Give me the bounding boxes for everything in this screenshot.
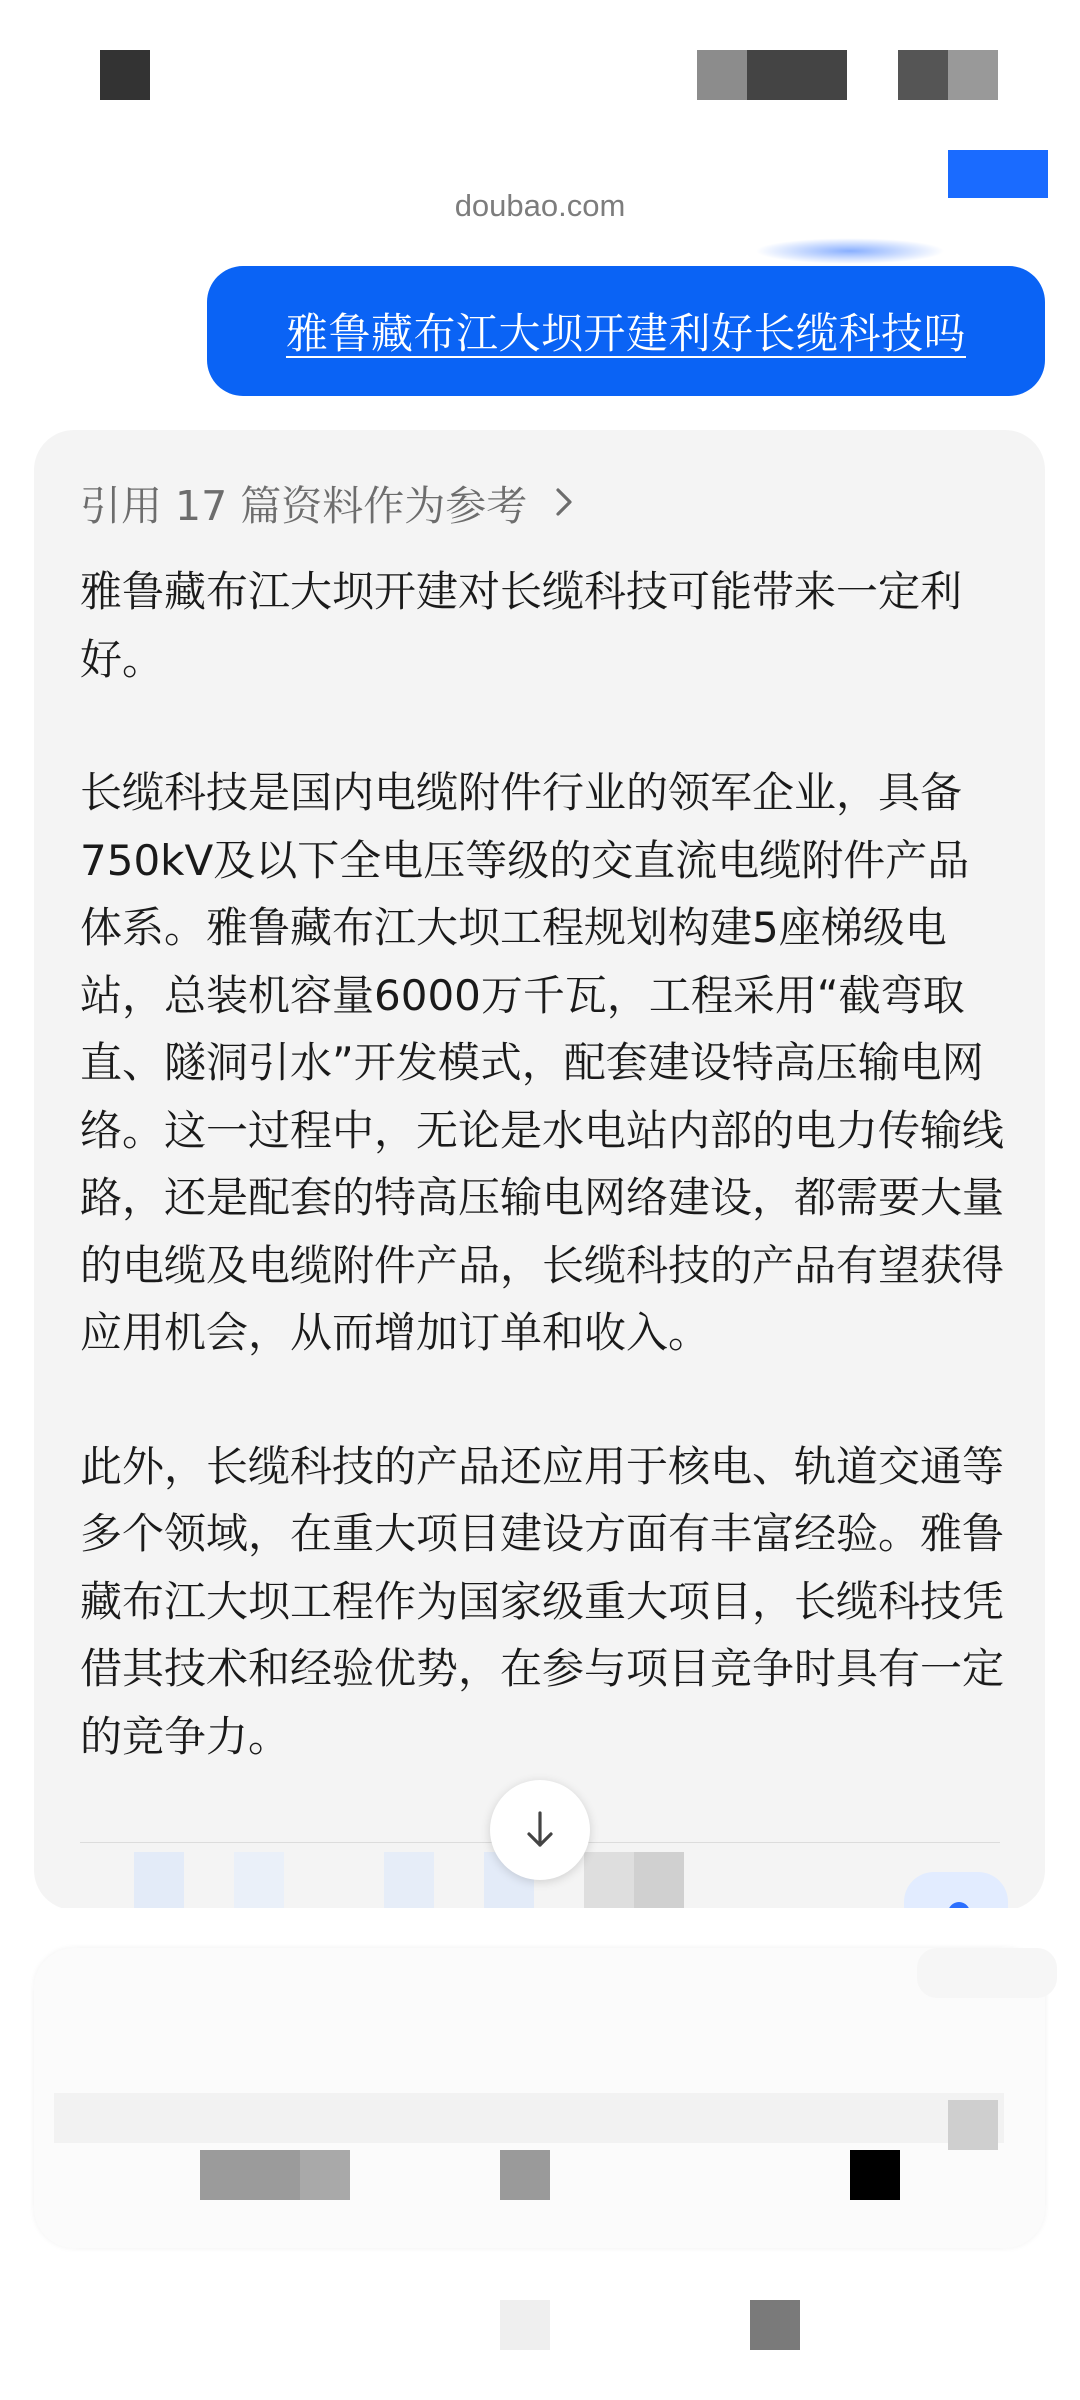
answer-paragraph: 长缆科技是国内电缆附件行业的领军企业，具备750kV及以下全电压等级的交直流电缆附件产品体系。雅鲁藏布江大坝工程规划构建5座梯级电站，总装机容量6000万千瓦，工程采用“截弯取直、隧洞引水”开发模式，配套建设特高压输电网络。这一过程中，无论是水电站内部的电力传输线路，还是配套的特高压输电网络建设，都需要大量的电缆及电缆附件产品，长缆科技的产品有望获得应用机会，从而增加订单和收入。	[80, 768, 1005, 1357]
answer-paragraph: 此外，长缆科技的产品还应用于核电、轨道交通等多个领域，在重大项目建设方面有丰富经验。雅鲁藏布江大坝工程作为国家级重大项目，长缆科技凭借其技术和经验优势，在参与项目竞争时具有一定的竞争力。	[80, 1441, 1005, 1761]
top-app-bar	[0, 0, 1080, 140]
nav-icon[interactable]	[500, 2300, 550, 2350]
scroll-down-button[interactable]	[490, 1780, 590, 1880]
bottom-input-area	[0, 1908, 1080, 2400]
action-redacted	[384, 1852, 434, 1910]
chat-title-redacted	[697, 50, 847, 100]
send-icon[interactable]	[850, 2150, 900, 2200]
message-input-panel[interactable]	[34, 1948, 1045, 2248]
tool-icon[interactable]	[500, 2150, 550, 2200]
tool-icon[interactable]	[200, 2150, 350, 2200]
user-message-bubble[interactable]	[207, 266, 1045, 396]
chevron-right-icon	[549, 484, 579, 520]
action-redacted	[584, 1852, 684, 1910]
input-placeholder-redacted	[54, 2093, 1004, 2143]
assistant-answer-card	[34, 430, 1045, 1910]
answer-paragraph: 雅鲁藏布江大坝开建对长缆科技可能带来一定利好。	[80, 567, 963, 684]
arrow-down-icon	[520, 1807, 560, 1853]
references-link[interactable]	[80, 470, 579, 534]
source-url: doubao.com	[454, 188, 626, 223]
tool-icon[interactable]	[948, 2100, 998, 2150]
input-corner-redacted	[917, 1948, 1057, 1998]
menu-icon[interactable]	[898, 50, 998, 100]
references-label: 引用 17 篇资料作为参考	[80, 481, 528, 530]
user-question-text: 雅鲁藏布江大坝开建利好长缆科技吗	[285, 309, 966, 358]
action-redacted	[234, 1852, 284, 1910]
action-redacted	[134, 1852, 184, 1910]
nav-icon[interactable]	[750, 2300, 800, 2350]
back-icon[interactable]	[100, 50, 150, 100]
answer-body	[80, 558, 1010, 1836]
bubble-glow	[755, 238, 945, 264]
